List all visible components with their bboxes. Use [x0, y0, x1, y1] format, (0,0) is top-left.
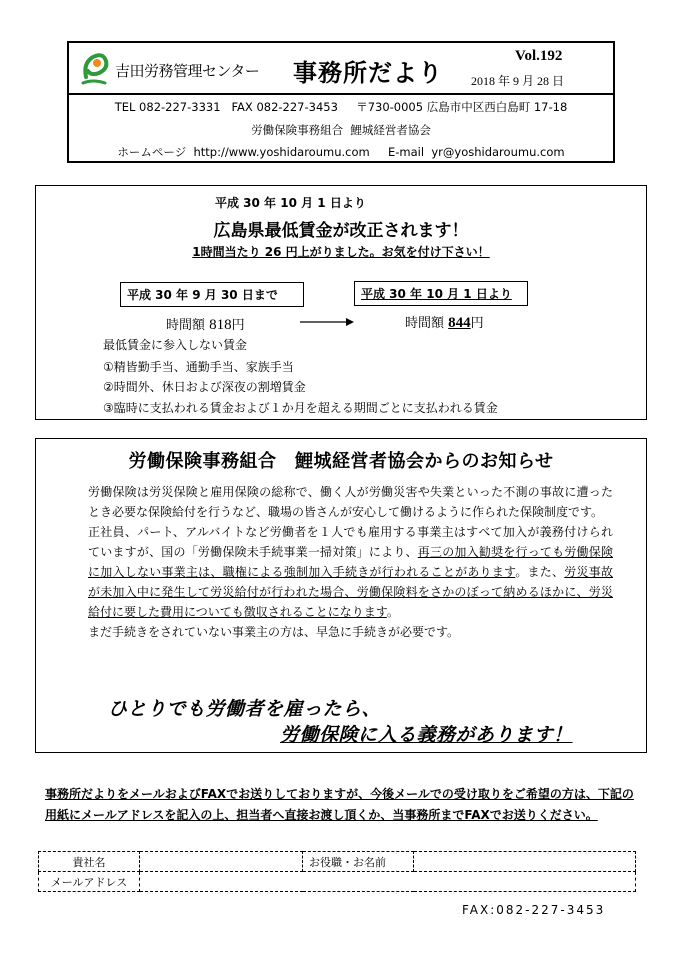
para2-underlined-2: 労災事故が未加入中に発生して労災給付が行われた場合、労働保険料をさかのぼって納めるほかに、労災給付に要した費用についても徴収されることになります [88, 565, 613, 619]
after-rate [405, 312, 484, 332]
after-rate-unit: 円 [470, 316, 484, 331]
para2-underlined-1: 再三の加入勧奨を行っても労働保険に加入しない事業主は、職権による強制加入手続きが行われることがあります [88, 545, 613, 579]
emphasis-line-1: ひとりでも労働者を雇ったら、 [108, 698, 382, 720]
newsletter-header [67, 41, 615, 163]
position-field[interactable] [414, 852, 636, 872]
email-request-form [38, 851, 636, 892]
web-email-line: ホームページ http://www.yoshidaroumu.com E-mail yr@yoshidaroumu.com [117, 145, 565, 159]
email-delivery-note [45, 784, 639, 826]
email-delivery-note-text: 事務所だよりをメールおよびFAXでお送りしておりますが、今後メールでの受け取りをご希望の方は、下記の用紙にメールアドレスを記入の上、担当者へ直接お渡し頂くか、当事務所までFAXでお送りください。 [45, 787, 634, 822]
exclusion-item: ③臨時に支払われる賃金および１か月を超える期間ごとに支払われる賃金 [103, 401, 498, 415]
insurance-paragraph-1: 労働保険は労災保険と雇用保険の総称で、働く人が労働災害や失業といった不測の事故に遭ったとき必要な保険給付を行うなど、職場の皆さんが安心して働けるように作られた保険制度です。 [88, 485, 613, 519]
issue-date: 2018 年 9 月 28 日 [471, 74, 565, 88]
before-rate-label: 時間額 [166, 318, 206, 333]
emphasis-line-2: 労働保険に入る義務があります！ [280, 724, 573, 746]
exclusion-item: ①精皆勤手当、通勤手当、家族手当 [103, 360, 294, 374]
insurance-paragraph-2 [88, 522, 613, 622]
org-name: 吉田労務管理センター [115, 62, 260, 80]
wage-subtitle-text: 1時間当たり 26 円上がりました。お気を付け下さい！ [192, 245, 490, 259]
company-logo-icon [79, 49, 109, 87]
contact-line: TEL 082-227-3331 FAX 082-227-3453 〒730-0005 広島市中区西白島町 17-18 [114, 100, 568, 114]
before-period-box: 平成 30 年 9 月 30 日まで [120, 282, 304, 307]
exclusion-item: ②時間外、休日および深夜の割増賃金 [103, 380, 306, 394]
arrow-right-icon [300, 316, 354, 328]
header-divider [69, 93, 613, 95]
after-period-box [354, 281, 528, 306]
wage-effective-date: 平成 30 年 10 月 1 日より [215, 196, 366, 210]
associations-line: 労働保険事務組合 鯉城経営者協会 [251, 123, 431, 137]
before-rate-value: 818 [209, 317, 232, 333]
minimum-wage-notice [35, 185, 647, 420]
before-rate-unit: 円 [231, 318, 245, 333]
email-label: メールアドレス [39, 872, 140, 892]
labor-insurance-notice [35, 438, 647, 753]
fax-number: FAX:082-227-3453 [462, 903, 606, 917]
insurance-paragraph-3: まだ手続きをされていない事業主の方は、早急に手続きが必要です。 [88, 625, 460, 639]
form-row [39, 872, 636, 892]
newsletter-title: 事務所だより [293, 59, 443, 87]
insurance-body [88, 482, 613, 642]
para2-mid: 。また、 [515, 565, 565, 579]
para2-plain: 正社員、パート、アルバイトなど労働者を１人でも雇用する事業主はすべて加入が義務付けられていますが、国の「労働保険未手続事業一掃対策」により、 [88, 525, 613, 559]
volume-number: Vol.192 [515, 48, 563, 64]
email-field[interactable] [140, 872, 636, 892]
form-row [39, 852, 636, 872]
before-rate [166, 314, 245, 334]
exclusions-heading: 最低賃金に参入しない賃金 [103, 338, 248, 352]
after-rate-label: 時間額 [405, 316, 445, 331]
para2-end: 。 [386, 605, 399, 619]
company-label: 貴社名 [39, 852, 140, 872]
after-period-text: 平成 30 年 10 月 1 日より [361, 287, 512, 301]
position-label: お役職・お名前 [303, 852, 414, 872]
insurance-title: 労働保険事務組合 鯉城経営者協会からのお知らせ [128, 451, 554, 472]
wage-title: 広島県最低賃金が改正されます！ [213, 221, 469, 241]
wage-subtitle [36, 243, 646, 260]
after-rate-value: 844 [448, 315, 471, 331]
header-title-area [69, 43, 613, 93]
company-field[interactable] [140, 852, 303, 872]
